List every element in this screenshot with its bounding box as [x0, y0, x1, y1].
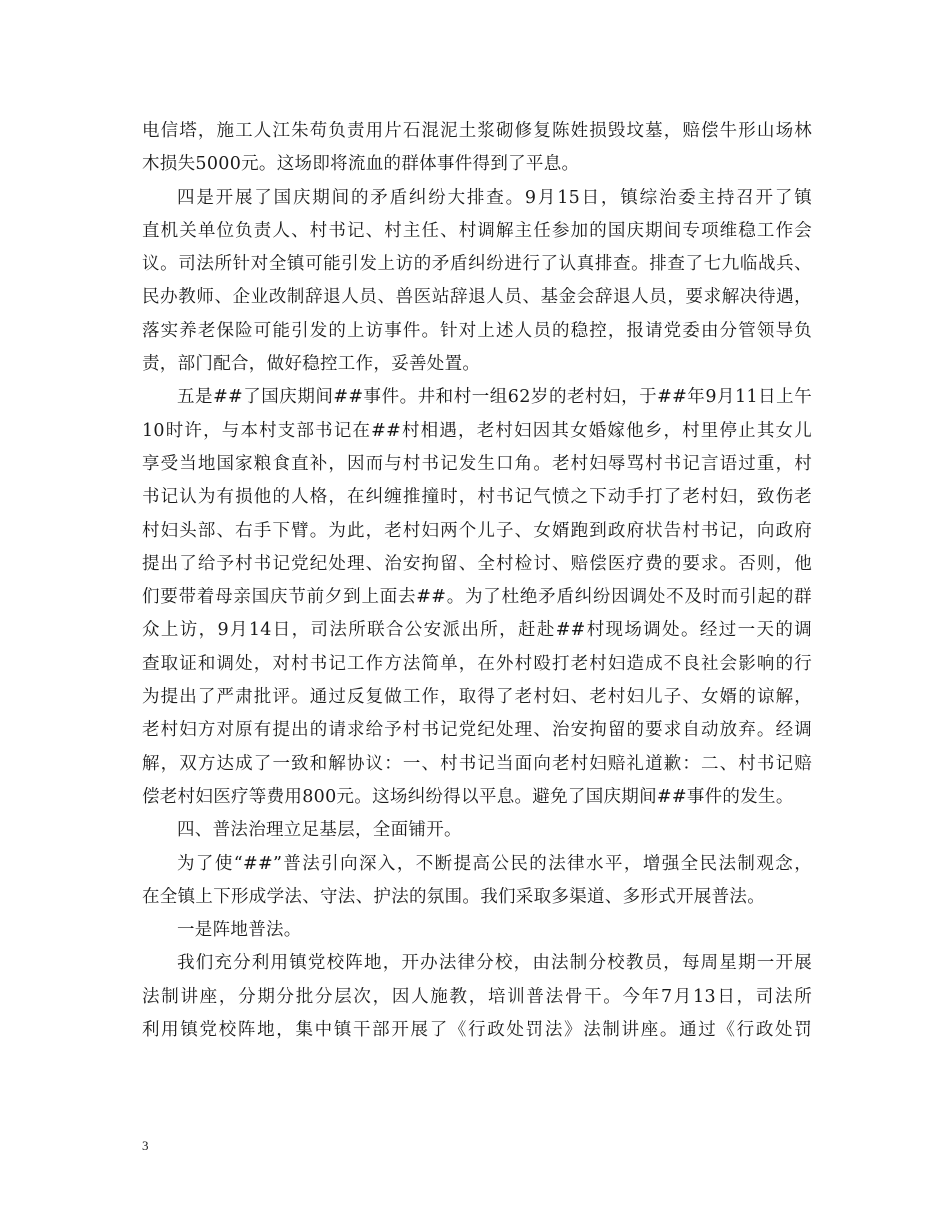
text-line: 四、普法治理立足基层，全面铺开。	[177, 820, 462, 841]
text-line: 四是开展了国庆期间的矛盾纠纷大排查。9月15日，镇综治委主持召开了镇	[177, 187, 812, 208]
document-body	[142, 115, 812, 1047]
text-line: 偿老村妇医疗等费用800元。这场纠纷得以平息。避免了国庆期间##事件的发生。	[142, 786, 794, 807]
page-number: 3	[142, 1138, 149, 1153]
text-line: 电信塔，施工人江朱苟负责用片石混泥土浆砌修复陈姓损毁坟墓，赔偿牛形山场林	[142, 121, 812, 141]
text-line: 议。司法所针对全镇可能引发上访的矛盾纠纷进行了认真排查。排查了七九临战兵、	[142, 254, 812, 275]
text-line: 木损失5000元。这场即将流血的群体事件得到了平息。	[142, 154, 580, 175]
text-line: 法制讲座，分期分批分层次，因人施教，培训普法骨干。今年7月13日，司法所	[142, 986, 812, 1007]
text-line: 落实养老保险可能引发的上访事件。针对上述人员的稳控，报请党委由分管领导负	[142, 320, 812, 341]
text-line: 10时许，与本村支部书记在##村相遇，老村妇因其女婚嫁他乡，村里停止其女儿	[142, 420, 812, 441]
text-line: 解，双方达成了一致和解协议：一、村书记当面向老村妇赔礼道歉：二、村书记赔	[142, 753, 812, 774]
text-line: 一是阵地普法。	[177, 920, 302, 941]
text-line: 民办教师、企业改制辞退人员、兽医站辞退人员、基金会辞退人员，要求解决待遇，	[142, 287, 812, 308]
text-line: 享受当地国家粮食直补，因而与村书记发生口角。老村妇辱骂村书记言语过重，村	[142, 453, 812, 474]
text-line: 直机关单位负责人、村书记、村主任、村调解主任参加的国庆期间专项维稳工作会	[142, 220, 812, 241]
text-line: 利用镇党校阵地，集中镇干部开展了《行政处罚法》法制讲座。通过《行政处罚	[142, 1020, 812, 1041]
text-line: 村妇头部、右手下臂。为此，老村妇两个儿子、女婿跑到政府状告村书记，向政府	[142, 520, 812, 541]
text-line: 责，部门配合，做好稳控工作，妥善处置。	[142, 354, 481, 375]
text-line: 在全镇上下形成学法、守法、护法的氛围。我们采取多渠道、多形式开展普法。	[142, 886, 765, 907]
text-line: 我们充分利用镇党校阵地，开办法律分校，由法制分校教员，每周星期一开展	[177, 953, 812, 974]
text-line: 查取证和调处，对村书记工作方法简单，在外村殴打老村妇造成不良社会影响的行	[142, 653, 812, 674]
text-line: 为了使“##”普法引向深入，不断提高公民的法律水平，增强全民法制观念，	[177, 853, 812, 874]
text-line: 五是##了国庆期间##事件。井和村一组62岁的老村妇，于##年9月11日上午	[177, 387, 812, 408]
text-line: 老村妇方对原有提出的请求给予村书记党纪处理、治安拘留的要求自动放弃。经调	[142, 720, 812, 741]
text-line: 提出了给予村书记党纪处理、治安拘留、全村检讨、赔偿医疗费的要求。否则，他	[142, 553, 812, 574]
text-line: 为提出了严肃批评。通过反复做工作，取得了老村妇、老村妇儿子、女婿的谅解，	[142, 687, 812, 708]
text-line: 书记认为有损他的人格，在纠缠推撞时，村书记气愤之下动手打了老村妇，致伤老	[142, 487, 812, 508]
text-line: 们要带着母亲国庆节前夕到上面去##。为了杜绝矛盾纠纷因调处不及时而引起的群	[142, 587, 812, 608]
text-line: 众上访，9月14日，司法所联合公安派出所，赶赴##村现场调处。经过一天的调	[142, 620, 812, 641]
